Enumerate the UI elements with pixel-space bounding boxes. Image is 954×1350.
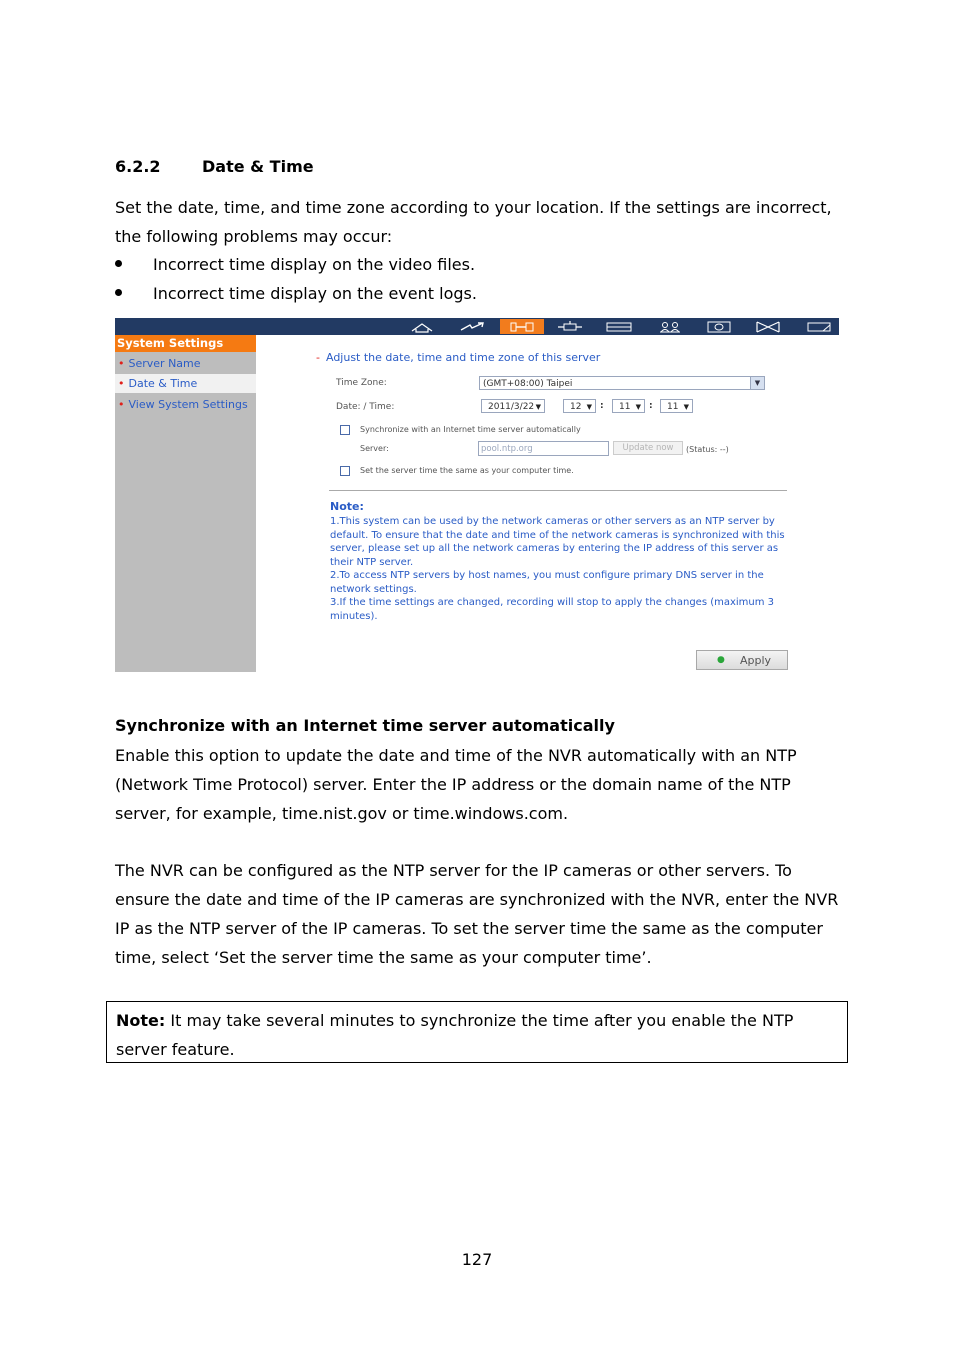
ntp-status: (Status: --) <box>686 445 729 454</box>
intro-paragraph: Set the date, time, and time zone according to your location. If the settings are incorrect, the following problems may occur: <box>115 198 832 246</box>
bullet-item: Incorrect time display on the event logs. <box>115 279 477 308</box>
note-box <box>106 1001 848 1063</box>
minute-select[interactable]: 11 ▼ <box>612 399 645 413</box>
sync-ntp-checkbox[interactable] <box>340 425 350 435</box>
section-number: 6.2.2 <box>115 157 161 176</box>
ntp-paragraph: Enable this option to update the date and time of the NVR automatically with an NTP (Network Time Protocol) server. Enter the IP address or the domain name of the NTP server, for example, time.nist.gov or time.windows.com. <box>115 746 797 823</box>
date-select[interactable]: 2011/3/22 ▼ <box>481 399 545 413</box>
logs-icon[interactable] <box>797 319 839 334</box>
divider <box>329 490 787 491</box>
note-label: Note: <box>116 1011 166 1030</box>
note-item: 3.If the time settings are changed, recording will stop to apply the changes (maximum 3 minutes). <box>330 597 775 622</box>
time-colon: : <box>649 401 653 411</box>
monitor-icon[interactable] <box>697 319 741 334</box>
same-as-computer-checkbox[interactable] <box>340 466 350 476</box>
settings-panel <box>256 335 839 672</box>
time-colon: : <box>600 401 604 411</box>
chevron-down-icon: ▼ <box>750 377 764 389</box>
panel-title: - Adjust the date, time and time zone of this server <box>316 351 601 364</box>
nvr-screenshot <box>115 318 839 672</box>
home-icon[interactable] <box>400 319 444 334</box>
users-icon[interactable] <box>648 319 692 334</box>
sidebar-item-date-time[interactable]: • Date & Time <box>115 374 256 393</box>
note-title: Note: <box>330 500 364 513</box>
chevron-down-icon: ▼ <box>535 403 541 411</box>
system-tools-icon[interactable] <box>500 319 544 334</box>
chevron-down-icon: ▼ <box>683 403 689 411</box>
sidebar-item-server-name[interactable]: • Server Name <box>118 357 201 370</box>
bullet-icon: ● <box>717 655 725 665</box>
chevron-down-icon: ▼ <box>586 403 592 411</box>
backup-icon[interactable] <box>746 319 790 334</box>
second-select[interactable]: 11 ▼ <box>660 399 693 413</box>
bullet-dot-icon <box>115 260 122 267</box>
devices-icon[interactable] <box>548 319 592 334</box>
section-title: Date & Time <box>202 157 314 176</box>
update-now-button[interactable]: Update now <box>613 441 683 455</box>
apply-button[interactable]: ● Apply <box>696 650 788 670</box>
server-label: Server: <box>360 444 389 453</box>
network-icon[interactable] <box>450 319 494 334</box>
note-item: 1.This system can be used by the network cameras or other servers as an NTP server by default. To ensure that the date and time of the network cameras is synchronized with this server, please set up all the network cameras by entering the IP address of this server as their NTP server. <box>330 516 785 568</box>
top-toolbar <box>115 318 839 335</box>
note-text: It may take several minutes to synchronize the time after you enable the NTP server feature. <box>116 1011 794 1059</box>
sidebar <box>115 335 256 672</box>
note-item: 2.To access NTP servers by host names, you must configure primary DNS server in the network settings. <box>330 570 764 595</box>
time-zone-select[interactable]: (GMT+08:00) Taipei ▼ <box>479 376 765 390</box>
storage-icon[interactable] <box>597 319 641 334</box>
bullet-item: Incorrect time display on the video files. <box>115 250 475 279</box>
sync-ntp-label: Synchronize with an Internet time server automatically <box>360 425 581 434</box>
sidebar-item-view-system-settings[interactable]: • View System Settings <box>118 398 248 411</box>
note-body <box>330 515 800 623</box>
time-zone-label: Time Zone: <box>336 378 387 388</box>
sidebar-title: System Settings <box>115 335 256 352</box>
chevron-down-icon: ▼ <box>635 403 641 411</box>
ntp-server-input[interactable]: pool.ntp.org <box>478 441 609 456</box>
ntp-server-paragraph: The NVR can be configured as the NTP server for the IP cameras or other servers. To ensure the date and time of the IP cameras are synchronized with the NVR, enter the NVR IP as the NTP server of the IP cameras. To set the server time the same as the computer time, select ‘Set the server time the same as your computer time’. <box>115 861 839 967</box>
section-heading <box>115 157 314 176</box>
date-time-label: Date: / Time: <box>336 402 395 412</box>
page-number: 127 <box>461 1250 493 1269</box>
bullet-dot-icon <box>115 289 122 296</box>
same-as-computer-label: Set the server time the same as your computer time. <box>360 466 574 475</box>
subheading: Synchronize with an Internet time server automatically <box>115 716 615 735</box>
hour-select[interactable]: 12 ▼ <box>563 399 596 413</box>
